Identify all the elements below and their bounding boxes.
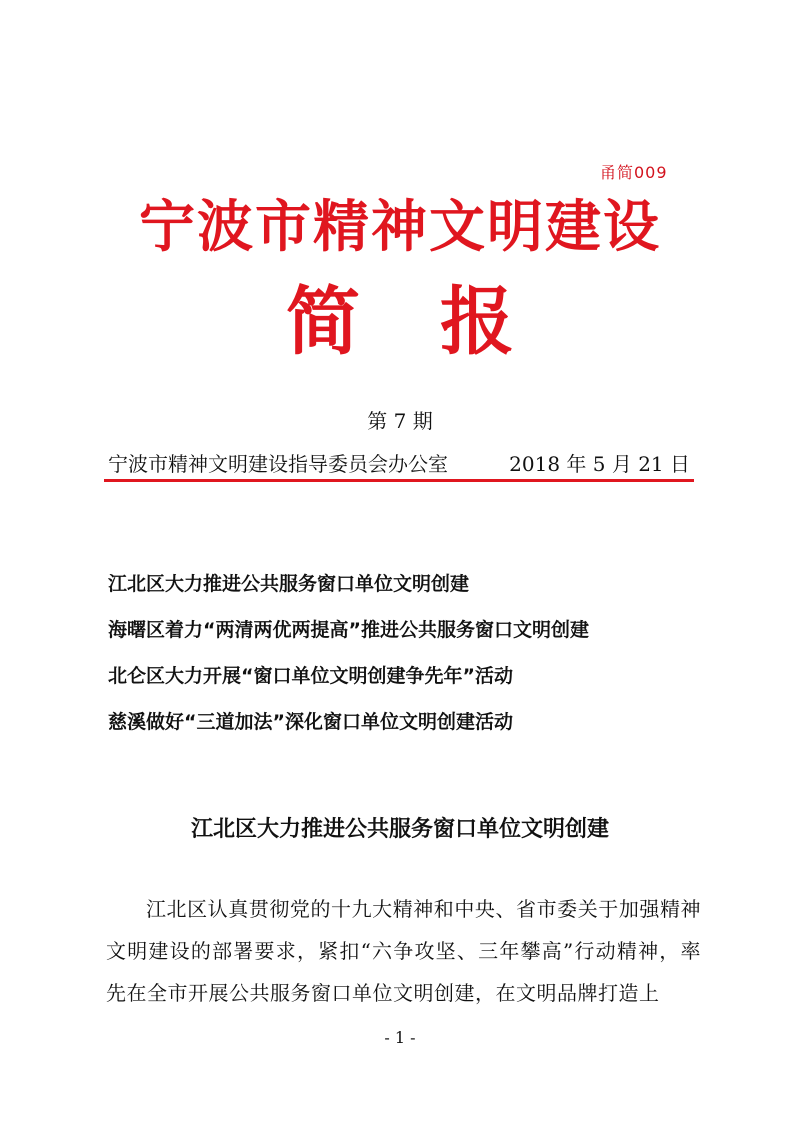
article-body: 江北区认真贯彻党的十九大精神和中央、省市委关于加强精神文明建设的部署要求，紧扣“六争攻坚、三年攀高”行动精神，率先在全市开展公共服务窗口单位文明创建，在文明品牌打造上	[106, 897, 701, 1005]
toc-item: 江北区大力推进公共服务窗口单位文明创建	[108, 573, 470, 595]
toc-item: 北仑区大力开展“窗口单位文明创建争先年”活动	[108, 665, 513, 687]
masthead-subtitle: 简报	[286, 279, 594, 365]
page-number: - 1 -	[384, 1028, 416, 1047]
serial-number: 甬简009	[600, 163, 668, 182]
issue-number: 第 7 期	[367, 409, 433, 433]
header-divider	[104, 479, 694, 482]
masthead-title: 宁波市精神文明建设	[139, 195, 661, 260]
toc-item: 海曙区着力“两清两优两提高”推进公共服务窗口文明创建	[108, 619, 589, 641]
issuer: 宁波市精神文明建设指导委员会办公室	[108, 452, 448, 476]
toc-item: 慈溪做好“三道加法”深化窗口单位文明创建活动	[108, 711, 513, 733]
issue-date: 2018 年 5 月 21 日	[509, 452, 690, 476]
article-title: 江北区大力推进公共服务窗口单位文明创建	[190, 817, 609, 842]
table-of-contents	[108, 568, 589, 752]
